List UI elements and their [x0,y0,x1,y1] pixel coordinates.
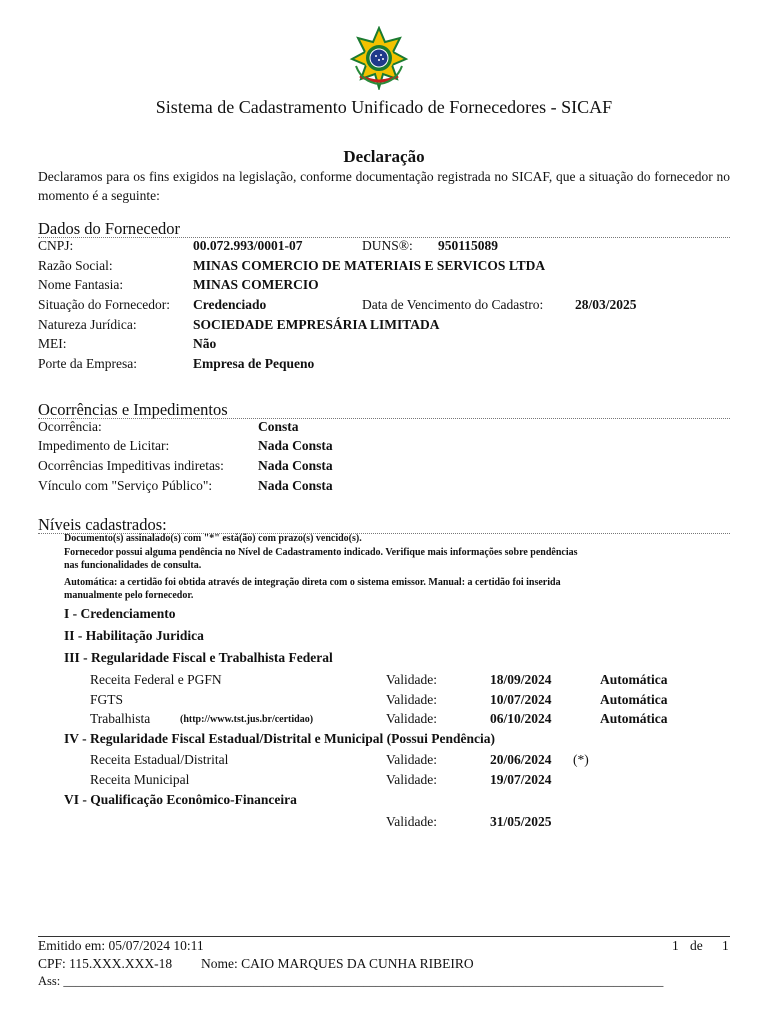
impeditivas-label: Ocorrências Impeditivas indiretas: [38,458,224,473]
razao-value: MINAS COMERCIO DE MATERIAIS E SERVICOS LTDA [193,258,546,273]
impedimento-label: Impedimento de Licitar: [38,438,170,453]
level-1: I - Credenciamento [64,606,176,621]
porte-label: Porte da Empresa: [38,356,137,371]
page-number: 1 [672,938,679,953]
vencimento-value: 28/03/2025 [575,297,637,312]
fantasia-label: Nome Fantasia: [38,277,124,292]
section-divider [38,418,730,419]
validade-label: Validade: [386,814,437,829]
validade-label: Validade: [386,672,437,687]
signature-line: Ass: ________________________________________________________________________________________________ [38,974,664,988]
municipal-date: 19/07/2024 [490,772,552,787]
note-pending-2: nas funcionalidades de consulta. [64,560,202,571]
validade-label: Validade: [386,711,437,726]
validade-label: Validade: [386,772,437,787]
cnpj-value: 00.072.993/0001-07 [193,238,303,253]
estadual-date: 20/06/2024 [490,752,552,767]
footer-nome: Nome: CAIO MARQUES DA CUNHA RIBEIRO [201,956,474,971]
intro-paragraph: Declaramos para os fins exigidos na legislação, conforme documentação registrada no SICAF, que a situação do fornecedor no momento é a seguinte: [38,169,730,203]
note-pending-1: Fornecedor possui alguma pendência no Nível de Cadastramento indicado. Verifique mais informações sobre pendências [64,547,578,558]
mei-label: MEI: [38,336,67,351]
porte-value: Empresa de Pequeno [193,356,315,371]
trabalhista-mode: Automática [600,711,668,726]
page-de: de [690,938,703,953]
impedimento-value: Nada Consta [258,438,333,453]
niveis-heading: Níveis cadastrados: [38,515,167,534]
page-total: 1 [722,938,729,953]
vinculo-value: Nada Consta [258,478,333,493]
footer-cpf: CPF: 115.XXX.XXX-18 [38,956,173,971]
level-6: VI - Qualificação Econômico-Financeira [64,792,297,807]
fgts-label: FGTS [90,692,124,707]
level-3: III - Regularidade Fiscal e Trabalhista Federal [64,650,333,665]
receita-federal-date: 18/09/2024 [490,672,552,687]
fantasia-value: MINAS COMERCIO [193,277,319,292]
trabalhista-date: 06/10/2024 [490,711,552,726]
estadual-expired-flag: (*) [573,752,589,767]
municipal-label: Receita Municipal [90,772,190,787]
note-auto-1: Automática: a certidão foi obtida através de integração direta com o sistema emissor. Manual: a certidão foi inserida [64,577,561,588]
ocorrencia-label: Ocorrência: [38,419,102,434]
fgts-mode: Automática [600,692,668,707]
situacao-label: Situação do Fornecedor: [38,297,170,312]
validade-label: Validade: [386,752,437,767]
fgts-date: 10/07/2024 [490,692,552,707]
duns-label: DUNS®: [362,238,413,253]
natureza-value: SOCIEDADE EMPRESÁRIA LIMITADA [193,317,440,332]
footer-divider [38,936,730,937]
note-expired: Documento(s) assinalado(s) com "*" está(ão) com prazo(s) vencido(s). [64,533,362,544]
mei-value: Não [193,336,217,351]
level-2: II - Habilitação Juridica [64,628,204,643]
vinculo-label: Vínculo com "Serviço Público": [38,478,213,493]
vencimento-label: Data de Vencimento do Cadastro: [362,297,544,312]
receita-federal-mode: Automática [600,672,668,687]
document-title: Declaração [343,147,425,166]
estadual-label: Receita Estadual/Distrital [90,752,229,767]
duns-value: 950115089 [438,238,499,253]
cnpj-label: CNPJ: [38,238,74,253]
brasil-coat-of-arms-icon [348,26,410,90]
qualificacao-date: 31/05/2025 [490,814,552,829]
validade-label: Validade: [386,692,437,707]
impeditivas-value: Nada Consta [258,458,333,473]
razao-label: Razão Social: [38,258,113,273]
trabalhista-label: Trabalhista [90,711,151,726]
trabalhista-url: (http://www.tst.jus.br/certidao) [180,714,314,725]
situacao-value: Credenciado [193,297,267,312]
ocorrencias-heading: Ocorrências e Impedimentos [38,400,228,419]
fornecedor-heading: Dados do Fornecedor [38,219,181,238]
ocorrencia-value: Consta [258,419,299,434]
natureza-label: Natureza Jurídica: [38,317,137,332]
note-auto-2: manualmente pelo fornecedor. [64,590,194,601]
emitido-em: Emitido em: 05/07/2024 10:11 [38,938,204,953]
level-4: IV - Regularidade Fiscal Estadual/Distrital e Municipal (Possui Pendência) [64,731,496,746]
system-title: Sistema de Cadastramento Unificado de Fornecedores - SICAF [155,97,613,117]
receita-federal-label: Receita Federal e PGFN [90,672,222,687]
